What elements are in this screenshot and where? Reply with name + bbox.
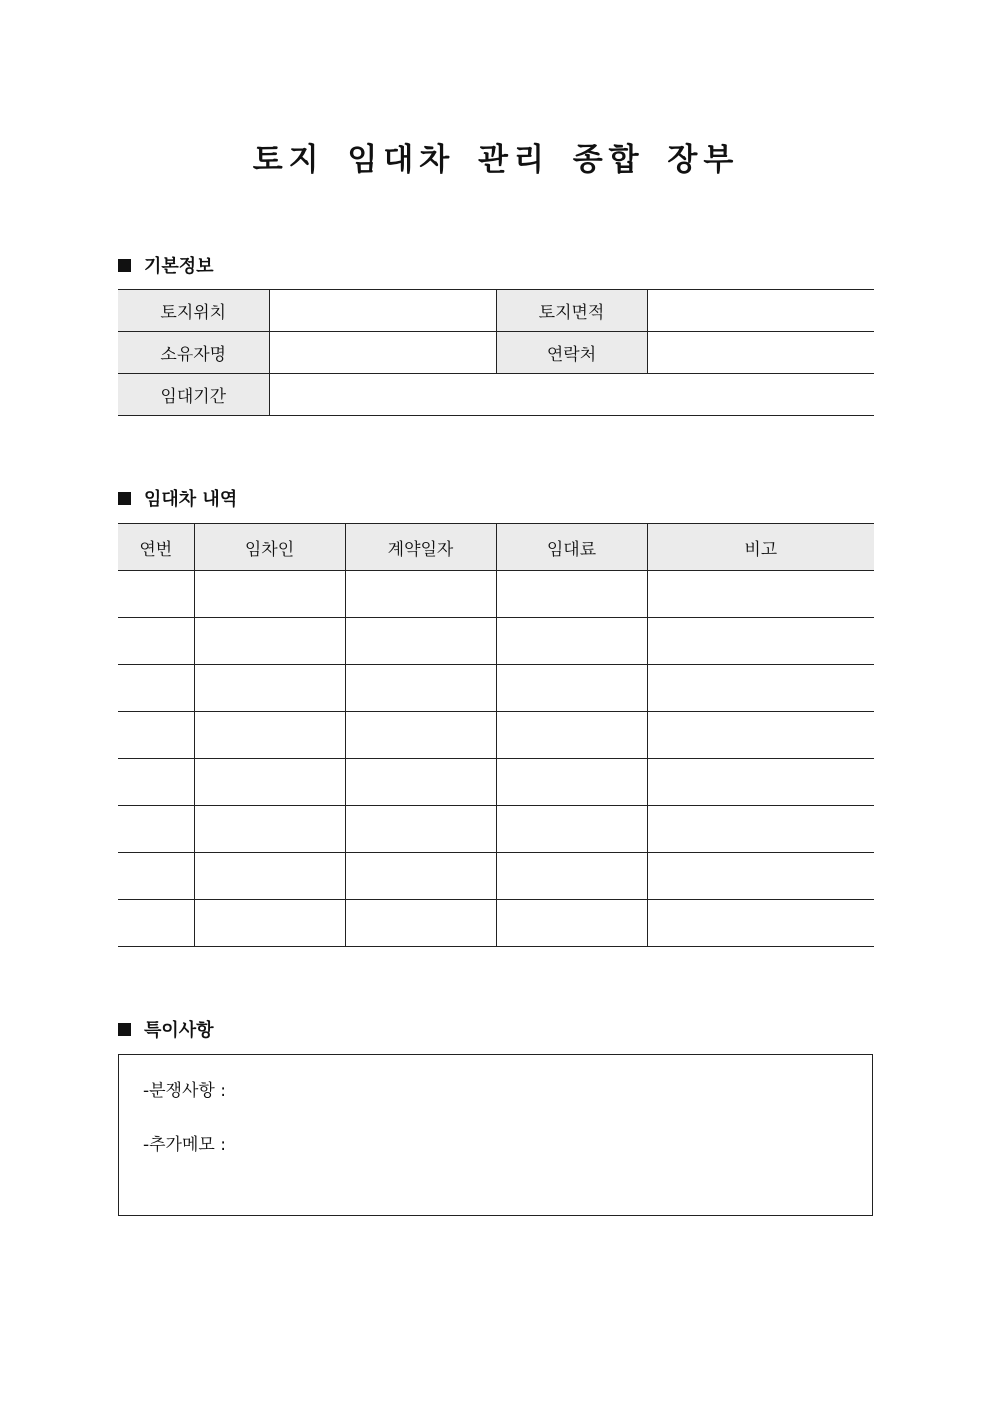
table-row	[118, 665, 874, 712]
table-cell[interactable]	[345, 853, 496, 900]
owner-name-label: 소유자명	[118, 332, 269, 374]
table-cell[interactable]	[345, 618, 496, 665]
land-area-field[interactable]	[647, 290, 874, 332]
table-cell[interactable]	[118, 759, 194, 806]
contact-label: 연락처	[496, 332, 647, 374]
table-cell[interactable]	[118, 853, 194, 900]
table-cell[interactable]	[496, 806, 647, 853]
table-cell[interactable]	[194, 759, 345, 806]
basic-info-table	[118, 289, 874, 416]
table-cell[interactable]	[194, 712, 345, 759]
square-bullet-icon	[118, 492, 131, 505]
page-title: 토지 임대차 관리 종합 장부	[252, 142, 740, 178]
contact-field[interactable]	[647, 332, 874, 374]
notes-heading	[118, 1016, 214, 1042]
column-header-rent: 임대료	[496, 524, 647, 571]
table-row	[118, 900, 874, 947]
table-cell[interactable]	[194, 665, 345, 712]
notes-heading-text: 특이사항	[144, 1020, 214, 1041]
table-cell[interactable]	[496, 712, 647, 759]
table-cell[interactable]	[345, 759, 496, 806]
table-cell[interactable]	[647, 900, 874, 947]
table-cell[interactable]	[496, 853, 647, 900]
basic-info-heading	[118, 252, 214, 278]
table-cell[interactable]	[647, 759, 874, 806]
table-cell[interactable]	[647, 571, 874, 618]
lease-details-table	[118, 523, 874, 947]
table-cell[interactable]	[647, 853, 874, 900]
table-cell[interactable]	[345, 900, 496, 947]
table-cell[interactable]	[345, 806, 496, 853]
land-location-field[interactable]	[269, 290, 496, 332]
table-cell[interactable]	[647, 618, 874, 665]
table-cell[interactable]	[118, 900, 194, 947]
table-cell[interactable]	[496, 571, 647, 618]
table-cell[interactable]	[118, 806, 194, 853]
table-cell[interactable]	[496, 759, 647, 806]
table-cell[interactable]	[118, 618, 194, 665]
owner-name-field[interactable]	[269, 332, 496, 374]
dispute-note-label: -분쟁사항 :	[143, 1081, 226, 1101]
square-bullet-icon	[118, 259, 131, 272]
table-cell[interactable]	[647, 712, 874, 759]
land-location-label: 토지위치	[118, 290, 269, 332]
table-cell[interactable]	[118, 665, 194, 712]
table-cell[interactable]	[194, 618, 345, 665]
table-row	[118, 853, 874, 900]
land-area-label: 토지면적	[496, 290, 647, 332]
table-row	[118, 712, 874, 759]
square-bullet-icon	[118, 1023, 131, 1036]
lease-details-heading	[118, 485, 237, 511]
table-cell[interactable]	[647, 665, 874, 712]
lease-table-header-row	[118, 524, 874, 571]
table-cell[interactable]	[194, 571, 345, 618]
table-cell[interactable]	[345, 665, 496, 712]
column-header-remarks: 비고	[647, 524, 874, 571]
table-row	[118, 759, 874, 806]
table-cell[interactable]	[194, 900, 345, 947]
table-cell[interactable]	[118, 571, 194, 618]
table-cell[interactable]	[118, 712, 194, 759]
table-row	[118, 806, 874, 853]
table-cell[interactable]	[345, 712, 496, 759]
column-header-lessee: 임차인	[194, 524, 345, 571]
table-row	[118, 571, 874, 618]
table-cell[interactable]	[194, 806, 345, 853]
table-cell[interactable]	[345, 571, 496, 618]
table-cell[interactable]	[496, 618, 647, 665]
basic-info-heading-text: 기본정보	[144, 256, 214, 277]
table-cell[interactable]	[194, 853, 345, 900]
table-cell[interactable]	[496, 900, 647, 947]
additional-memo-label: -추가메모 :	[143, 1135, 226, 1155]
lease-details-heading-text: 임대차 내역	[144, 489, 238, 510]
table-row	[118, 618, 874, 665]
table-cell[interactable]	[647, 806, 874, 853]
lease-period-field[interactable]	[269, 374, 874, 416]
notes-box[interactable]	[118, 1054, 873, 1216]
table-cell[interactable]	[496, 665, 647, 712]
lease-period-label: 임대기간	[118, 374, 269, 416]
column-header-contract-date: 계약일자	[345, 524, 496, 571]
column-header-serial: 연번	[118, 524, 194, 571]
